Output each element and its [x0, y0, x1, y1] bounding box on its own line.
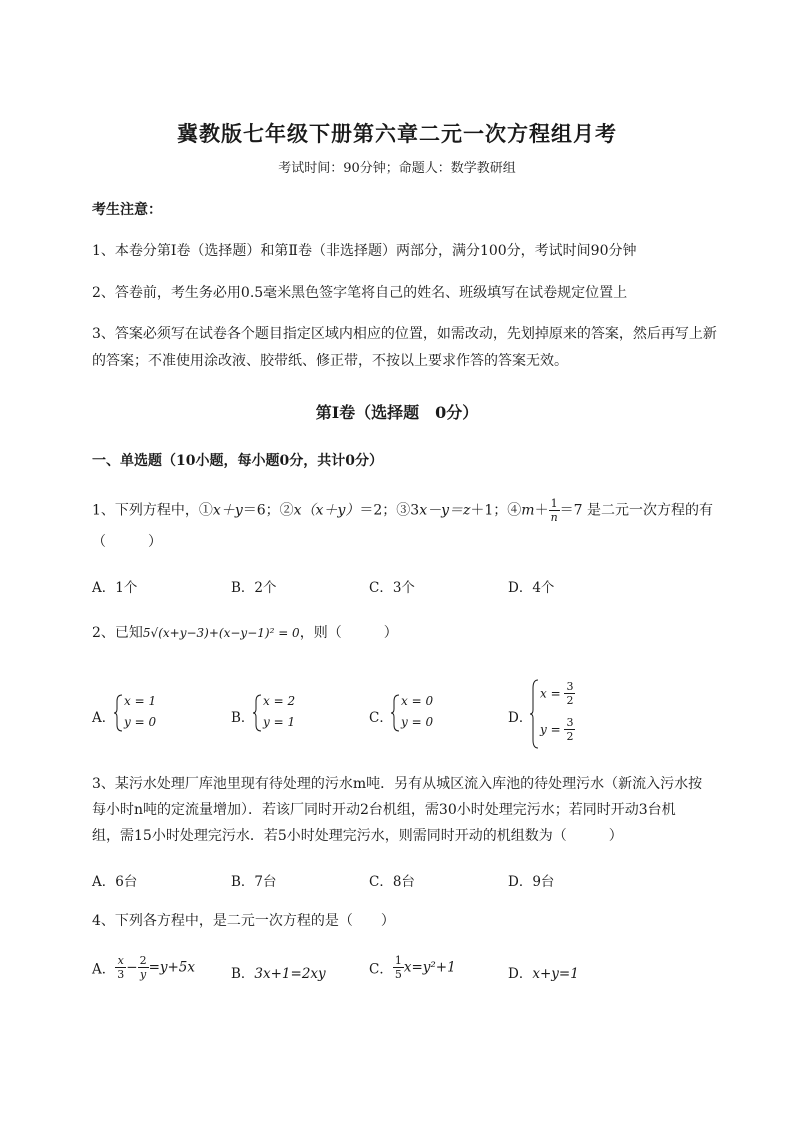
q2-option-a[interactable]: A． — [92, 710, 116, 726]
notice-item-3-cont: 的答案；不准使用涂改液、胶带纸、修正带，不按以上要求作答的答案无效。 — [92, 353, 568, 369]
q2-b-eq1: x = 2 — [263, 694, 296, 708]
brace-icon — [253, 693, 263, 733]
q3-option-b[interactable]: B．7台 — [231, 874, 277, 890]
notice-heading: 考生注意： — [92, 202, 162, 218]
q2-a-eq1: x = 1 — [124, 694, 157, 708]
fraction-1-over-n: $\frac{1}{n}$ — [550, 497, 558, 524]
q2-option-b[interactable]: B． — [231, 710, 255, 726]
brace-icon — [391, 693, 401, 733]
q1-option-a[interactable]: A．1个 — [92, 580, 138, 596]
q1-option-b[interactable]: B．2个 — [231, 580, 277, 596]
q2-d-eq1: x = $\frac{3}{2}$ — [540, 680, 574, 707]
question-4-stem: 4、下列各方程中，是二元一次方程的是（ ） — [92, 913, 395, 929]
question-1-paren: （ ） — [92, 534, 162, 550]
q4-option-d[interactable]: D．x+y=1 — [508, 966, 579, 982]
q2-c-eq2: y = 0 — [401, 715, 434, 729]
q4-option-c[interactable]: C． $\frac{1}{5}$ x=y²+1 — [369, 954, 456, 981]
q4-option-a[interactable]: A． $\frac{x}{3}$ − $\frac{2}{y}$ =y+5x — [92, 954, 196, 981]
q2-d-eq2: y = $\frac{3}{2}$ — [540, 716, 574, 743]
q2-option-c[interactable]: C． — [369, 710, 393, 726]
q2-b-eq2: y = 1 — [263, 715, 296, 729]
brace-icon — [530, 678, 540, 750]
part-heading: 一、单选题（10小题，每小题0分，共计0分） — [92, 453, 383, 469]
q4-option-b[interactable]: B．3x+1=2xy — [231, 966, 326, 982]
brace-icon — [114, 693, 124, 733]
q2-c-eq1: x = 0 — [401, 694, 434, 708]
question-1-stem: 1、下列方程中，①x＋y＝6；②x（x＋y）＝2；③3x－y＝z＋1；④m＋ $\frac{1}{n}$ ＝7 是二元一次方程的有 — [92, 497, 714, 524]
q1-option-c[interactable]: C．3个 — [369, 580, 415, 596]
q3-option-c[interactable]: C．8台 — [369, 874, 415, 890]
question-2-stem: 2、已知5√(x+y−3)+(x−y−1)² = 0，则（ ） — [92, 625, 398, 641]
exam-title: 冀教版七年级下册第六章二元一次方程组月考 — [177, 121, 617, 146]
question-3-line-2: 每小时n吨的定流量增加）．若该厂同时开动2台机组，需30小时处理完污水；若同时开动3台机 — [92, 802, 676, 818]
section-title: 第I卷（选择题 0分） — [315, 403, 479, 422]
q2-option-d[interactable]: D． — [508, 710, 533, 726]
notice-item-2: 2、答卷前，考生务必用0.5毫米黑色签字笔将自己的姓名、班级填写在试卷规定位置上 — [92, 285, 628, 301]
q2-a-eq2: y = 0 — [124, 715, 157, 729]
q3-option-a[interactable]: A．6台 — [92, 874, 138, 890]
question-3-line-1: 3、某污水处理厂库池里现有待处理的污水m吨．另有从城区流入库池的待处理污水（新流入污水按 — [92, 776, 703, 792]
question-3-line-3: 组，需15小时处理完污水．若5小时处理完污水，则需同时开动的机组数为（ ） — [92, 828, 623, 844]
q3-option-d[interactable]: D．9台 — [508, 874, 555, 890]
q1-option-d[interactable]: D．4个 — [508, 580, 555, 596]
notice-item-1: 1、本卷分第I卷（选择题）和第Ⅱ卷（非选择题）两部分，满分100分，考试时间90分钟 — [92, 243, 637, 259]
notice-item-3: 3、答案必须写在试卷各个题目指定区域内相应的位置，如需改动，先划掉原来的答案，然后再写上新 — [92, 326, 717, 342]
exam-subtitle: 考试时间：90分钟；命题人：数学教研组 — [278, 161, 516, 176]
